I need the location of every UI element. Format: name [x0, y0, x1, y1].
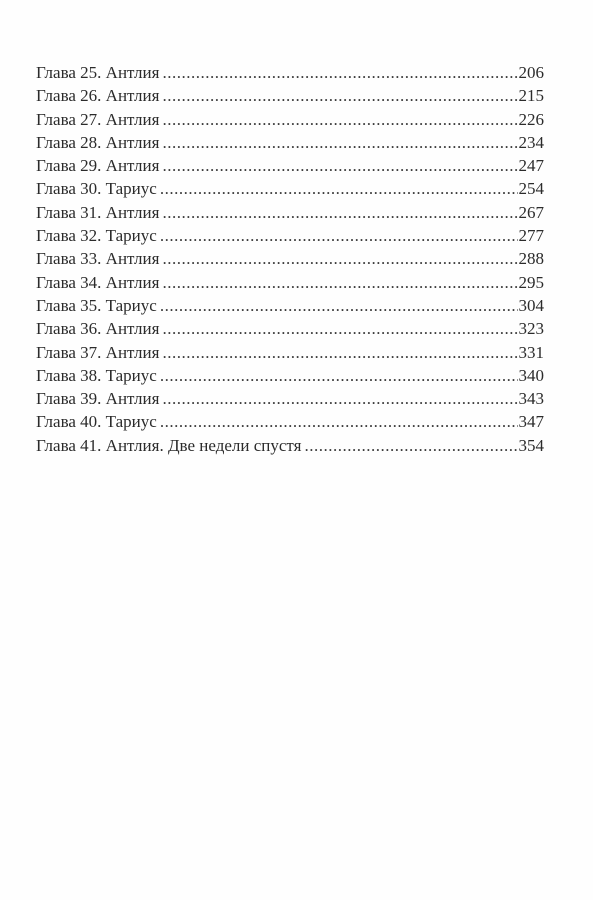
toc-entry-page: 254 [518, 179, 544, 199]
toc-entry [36, 317, 544, 340]
dot-leader [162, 201, 517, 224]
toc-entry [36, 154, 544, 177]
toc-entry-page: 340 [518, 365, 544, 385]
toc-entry [36, 434, 544, 457]
toc-entry [36, 224, 544, 247]
toc-entry-title: Глава 27. Антлия [36, 109, 160, 129]
toc-entry-page: 234 [518, 132, 544, 152]
toc-entry-page: 347 [518, 412, 544, 432]
toc-entry-page: 226 [518, 109, 544, 129]
toc-entry-title: Глава 32. Тариус [36, 226, 157, 246]
toc-entry-page: 247 [518, 156, 544, 176]
toc-entry-title: Глава 30. Тариус [36, 179, 157, 199]
dot-leader [304, 434, 517, 457]
toc-entry [36, 201, 544, 224]
toc-entry-title: Глава 40. Тариус [36, 412, 157, 432]
toc-entry-title: Глава 39. Антлия [36, 389, 160, 409]
dot-leader [160, 364, 518, 387]
toc-entry [36, 108, 544, 131]
dot-leader [162, 84, 517, 107]
toc-entry [36, 84, 544, 107]
toc-entry-title: Глава 37. Антлия [36, 342, 160, 362]
toc-entry-title: Глава 33. Антлия [36, 249, 160, 269]
toc-entry-page: 343 [518, 389, 544, 409]
toc-entry [36, 364, 544, 387]
toc-entry-page: 304 [518, 295, 544, 315]
toc-entry-title: Глава 41. Антлия. Две недели спустя [36, 435, 302, 455]
toc-entry-title: Глава 36. Антлия [36, 319, 160, 339]
dot-leader [162, 247, 517, 270]
toc-entry [36, 271, 544, 294]
toc-entry [36, 177, 544, 200]
toc-entry-title: Глава 38. Тариус [36, 365, 157, 385]
toc-entry-page: 323 [518, 319, 544, 339]
dot-leader [160, 177, 518, 200]
toc-entry-page: 331 [518, 342, 544, 362]
toc-entry-page: 267 [518, 202, 544, 222]
toc-entry [36, 247, 544, 270]
toc-entry-page: 277 [518, 226, 544, 246]
toc-entry-page: 354 [518, 435, 544, 455]
toc-entry-title: Глава 29. Антлия [36, 156, 160, 176]
dot-leader [162, 61, 517, 84]
toc-entry-title: Глава 35. Тариус [36, 295, 157, 315]
toc-entry [36, 341, 544, 364]
dot-leader [162, 341, 517, 364]
toc-entry-page: 215 [518, 86, 544, 106]
toc-entry-page: 288 [518, 249, 544, 269]
dot-leader [160, 294, 518, 317]
toc-entry [36, 294, 544, 317]
dot-leader [162, 271, 517, 294]
toc-entry-title: Глава 26. Антлия [36, 86, 160, 106]
toc-entry-title: Глава 31. Антлия [36, 202, 160, 222]
dot-leader [162, 131, 517, 154]
dot-leader [160, 410, 518, 433]
toc-entry [36, 131, 544, 154]
toc-entry-page: 206 [518, 63, 544, 82]
toc-entry-title: Глава 25. Антлия [36, 63, 160, 82]
dot-leader [162, 108, 517, 131]
toc-entry-page: 295 [518, 272, 544, 292]
toc-entry-title: Глава 34. Антлия [36, 272, 160, 292]
toc-entry [36, 410, 544, 433]
table-of-contents [36, 61, 544, 457]
dot-leader [162, 154, 517, 177]
dot-leader [162, 387, 517, 410]
dot-leader [162, 317, 517, 340]
dot-leader [160, 224, 518, 247]
toc-entry-title: Глава 28. Антлия [36, 132, 160, 152]
toc-entry [36, 61, 544, 84]
toc-entry [36, 387, 544, 410]
